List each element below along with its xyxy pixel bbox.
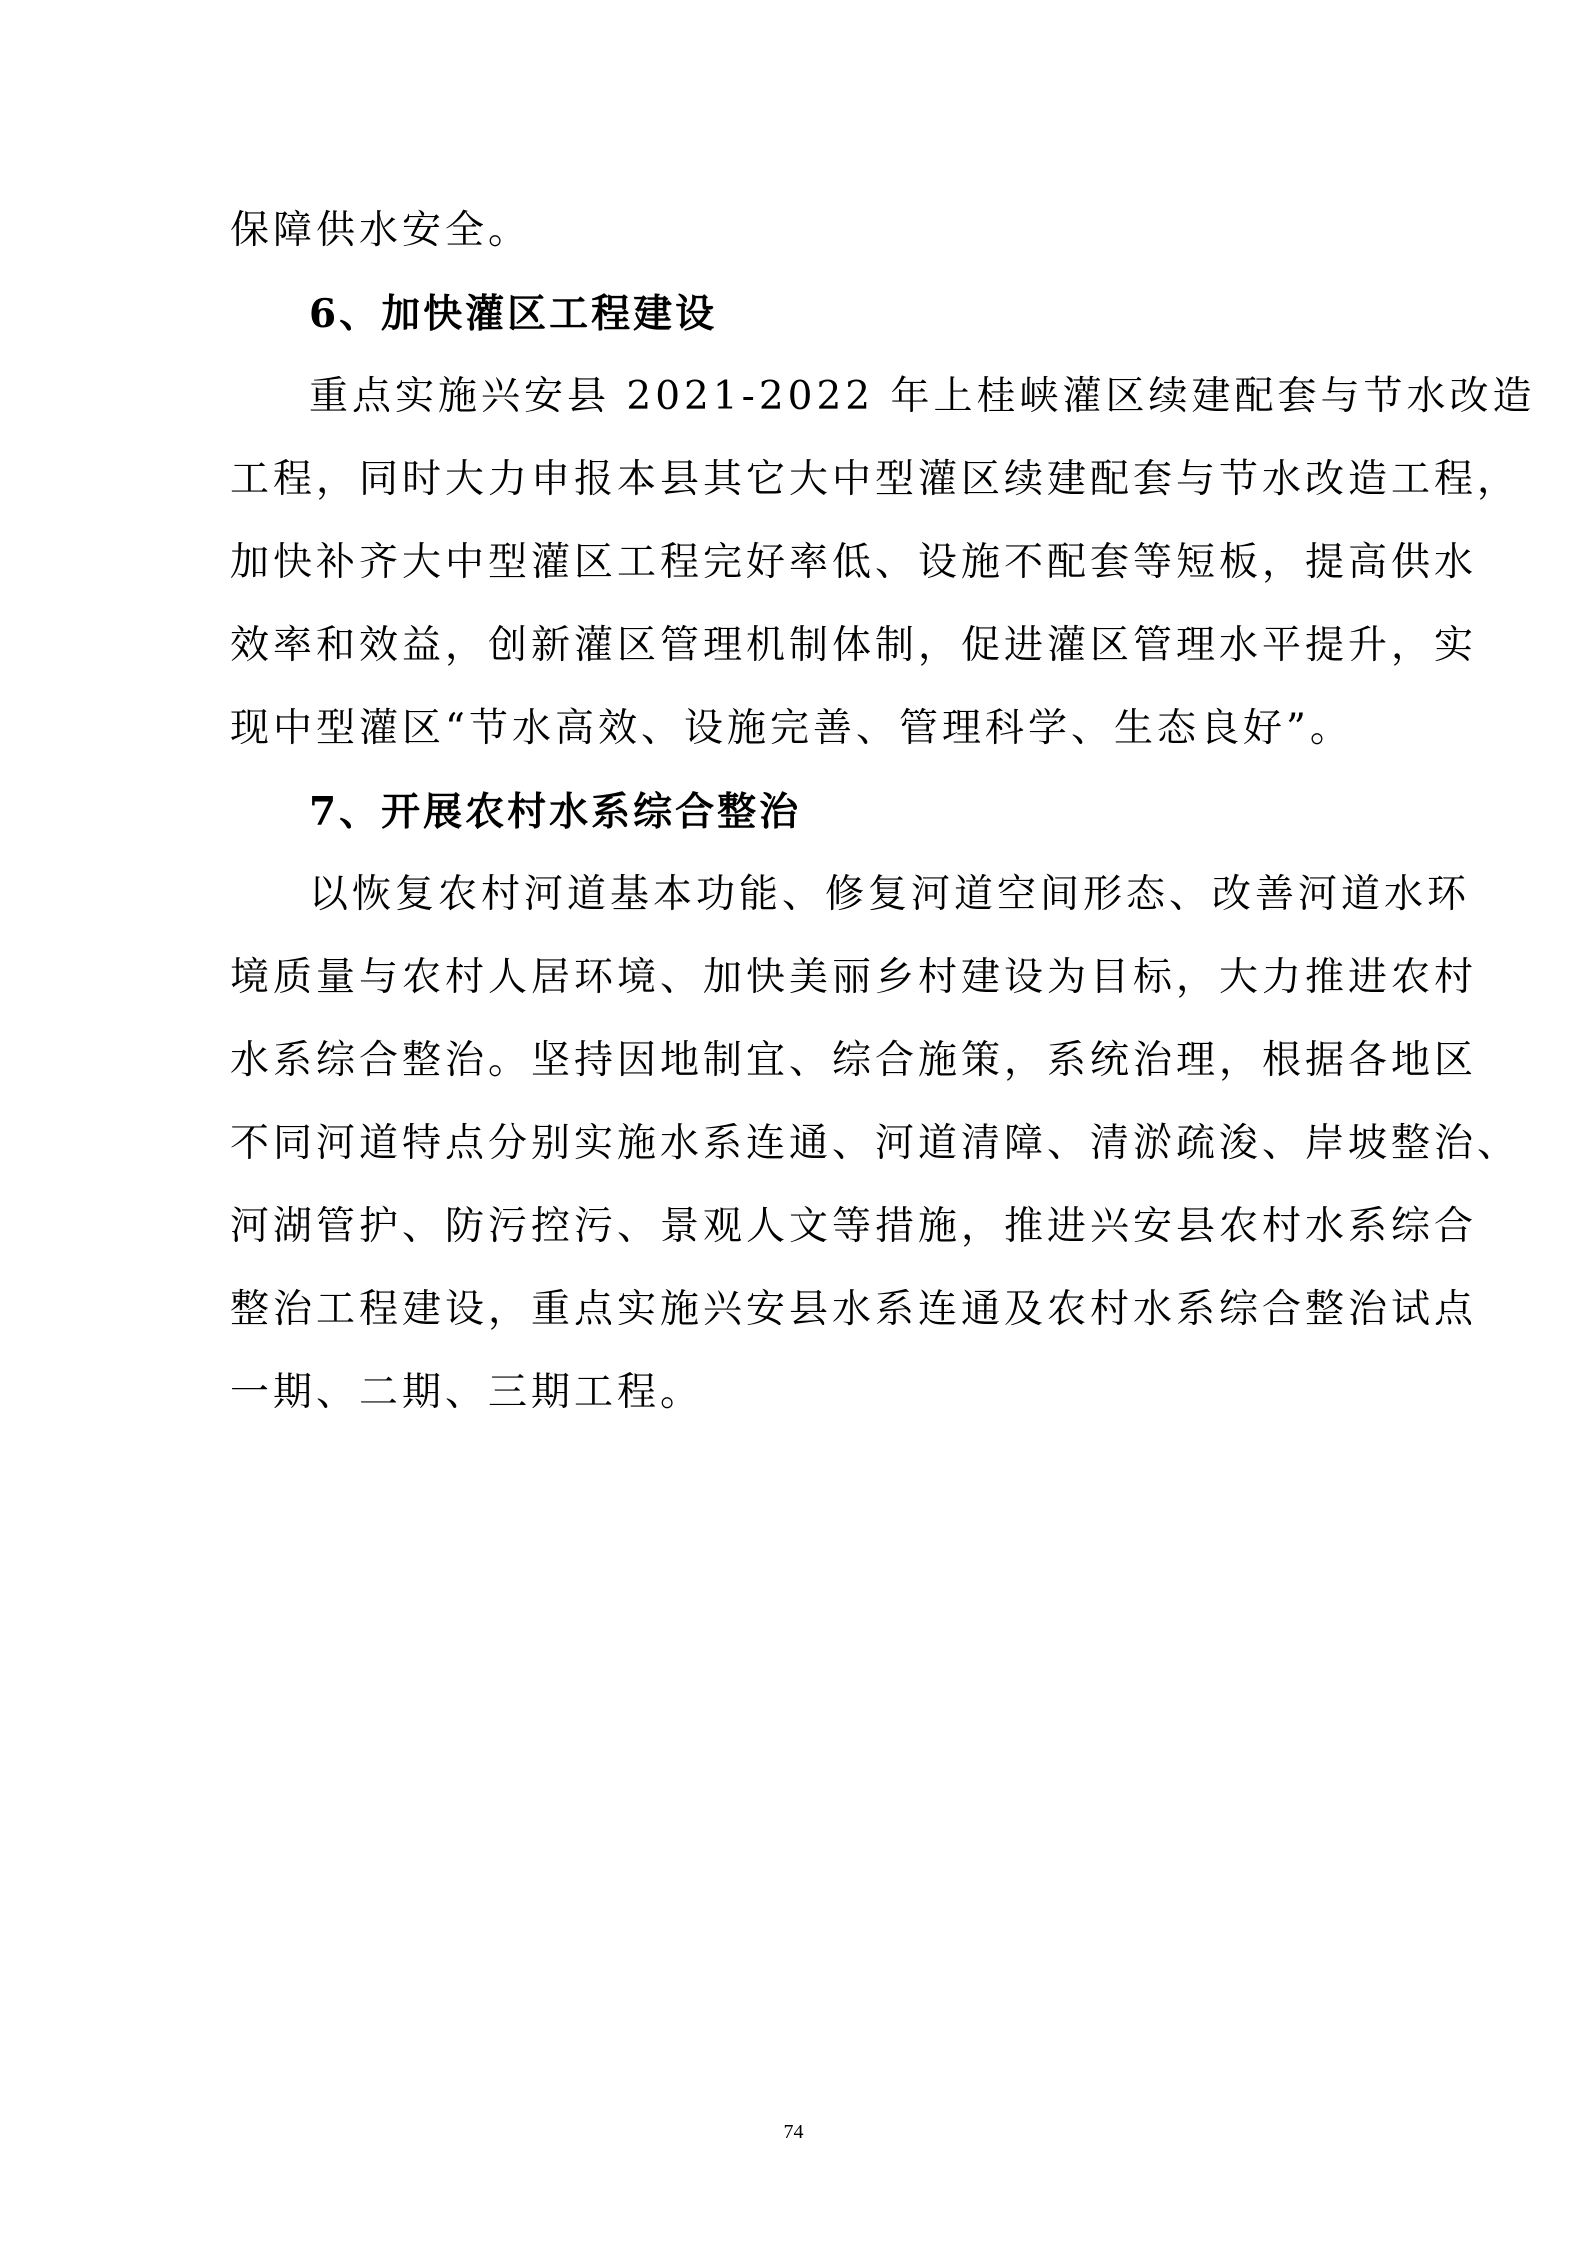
section-6-paragraph-line-2: 工程，同时大力申报本县其它大中型灌区续建配套与节水改造工程， — [230, 457, 1521, 502]
section-7-heading: 7、开展农村水系综合整治 — [309, 789, 802, 835]
section-6-paragraph-line-1: 重点实施兴安县 2021-2022 年上桂峡灌区续建配套与节水改造 — [309, 374, 1536, 419]
section-6-paragraph-line-5: 现中型灌区“节水高效、设施完善、管理科学、生态良好”。 — [230, 706, 1353, 751]
section-7-paragraph-line-6: 整治工程建设，重点实施兴安县水系连通及农村水系综合整治试点 — [230, 1287, 1478, 1332]
page-number: 74 — [783, 2121, 804, 2143]
section-7-paragraph-line-4: 不同河道特点分别实施水系连通、河道清障、清淤疏浚、岸坡整治、 — [230, 1121, 1521, 1166]
section-7-paragraph-line-1: 以恢复农村河道基本功能、修复河道空间形态、改善河道水环 — [309, 872, 1471, 917]
section-7-paragraph-line-5: 河湖管护、防污控污、景观人文等措施，推进兴安县农村水系综合 — [230, 1204, 1478, 1249]
section-7-paragraph-line-3: 水系综合整治。坚持因地制宜、综合施策，系统治理，根据各地区 — [230, 1038, 1478, 1083]
section-6-heading: 6、加快灌区工程建设 — [309, 291, 718, 337]
section-7-paragraph-line-7: 一期、二期、三期工程。 — [230, 1370, 704, 1415]
section-7-paragraph-line-2: 境质量与农村人居环境、加快美丽乡村建设为目标，大力推进农村 — [230, 955, 1478, 1000]
section-6-paragraph-line-3: 加快补齐大中型灌区工程完好率低、设施不配套等短板，提高供水 — [230, 540, 1478, 585]
paragraph-continuation-line: 保障供水安全。 — [230, 208, 532, 253]
section-6-paragraph-line-4: 效率和效益，创新灌区管理机制体制，促进灌区管理水平提升，实 — [230, 623, 1478, 668]
